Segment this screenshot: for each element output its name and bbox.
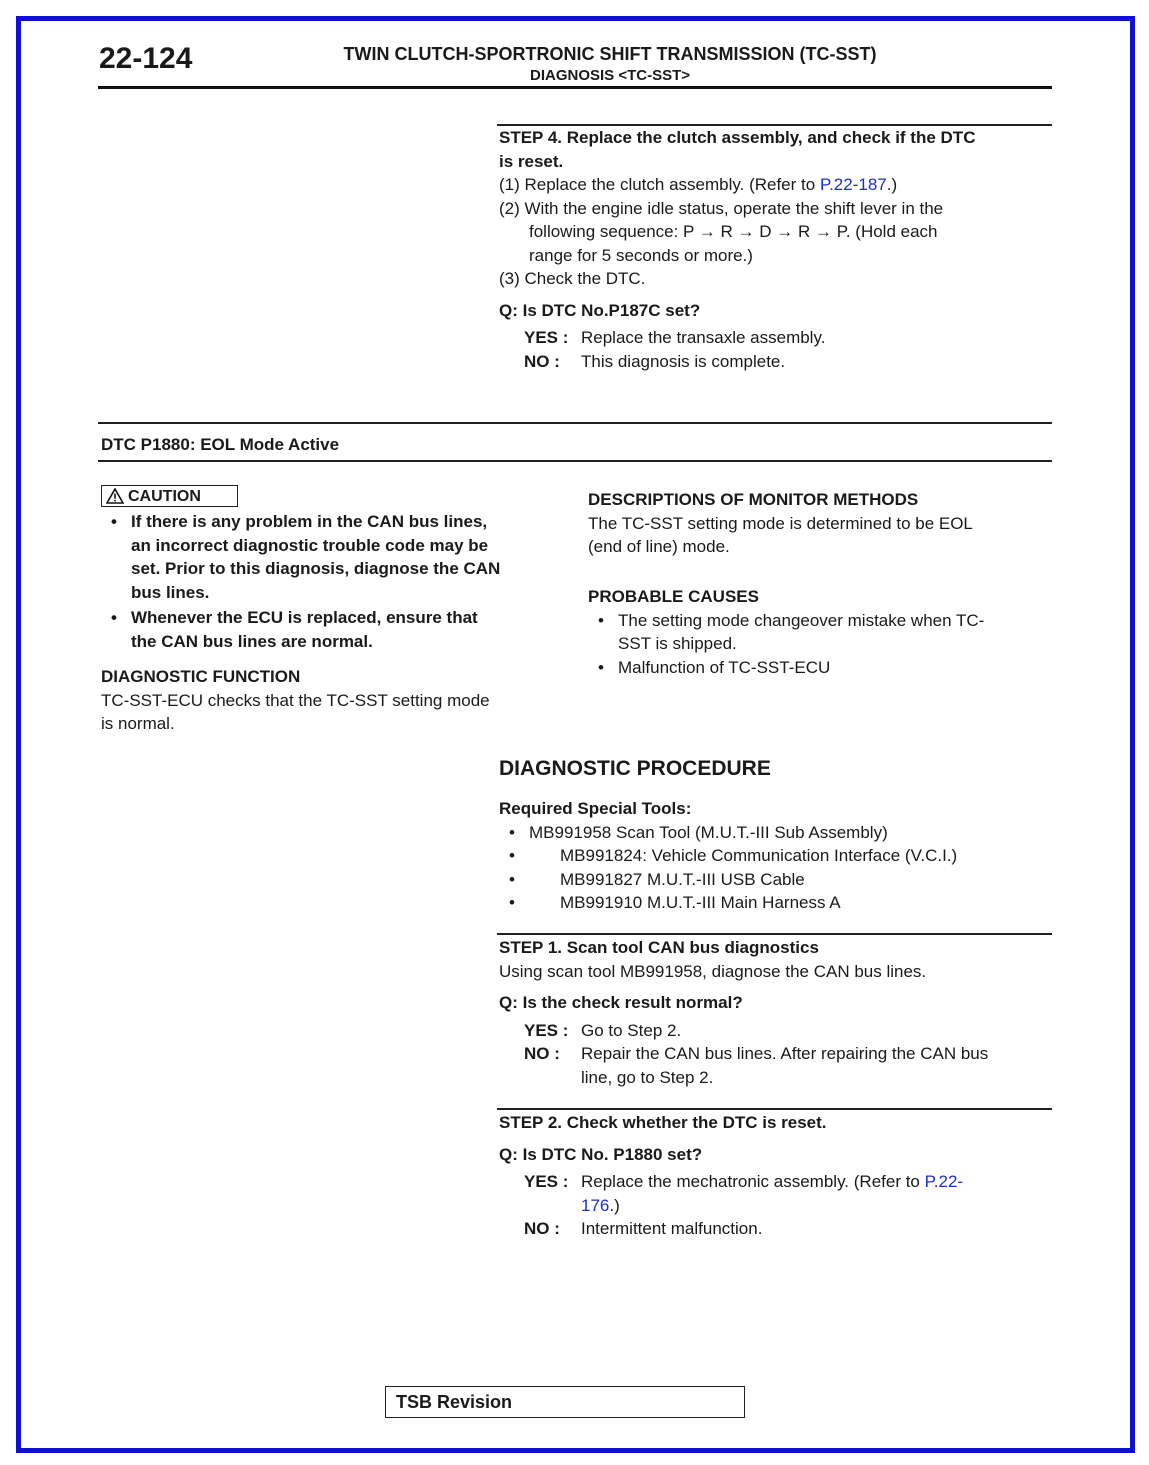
diagnostic-function-line1: TC-SST-ECU checks that the TC-SST setting mode bbox=[101, 690, 490, 710]
caution-bullet-1-line4: bus lines. bbox=[131, 582, 210, 602]
step1-no-text-line2: line, go to Step 2. bbox=[581, 1067, 714, 1087]
step4-item2-line1: (2) With the engine idle status, operate the shift lever in the bbox=[499, 198, 944, 218]
monitor-methods-line2: (end of line) mode. bbox=[588, 537, 730, 556]
page-subtitle: DIAGNOSIS <TC-SST> bbox=[529, 67, 691, 84]
tsb-revision-box: TSB Revision bbox=[385, 1386, 745, 1418]
step4-yes-text: Replace the transaxle assembly. bbox=[581, 328, 826, 347]
step4-heading-line1: STEP 4. Replace the clutch assembly, and check if the DTC bbox=[499, 128, 976, 147]
dtc-rule-bottom bbox=[98, 460, 1052, 462]
step4-item1-link[interactable]: P.22-187 bbox=[819, 175, 887, 194]
step1-no bbox=[499, 1042, 1059, 1089]
step2-yes-link-part2[interactable]: 176 bbox=[581, 1195, 610, 1215]
step1-yes-text: Go to Step 2. bbox=[581, 1020, 682, 1040]
step4-section bbox=[499, 126, 1059, 373]
probable-causes-bullet-1-line1: • The setting mode changeover mistake when TC- bbox=[618, 610, 985, 630]
step2-no bbox=[499, 1217, 1059, 1241]
step1-no-text-line1: Repair the CAN bus lines. After repairing the CAN bus bbox=[581, 1044, 989, 1063]
step2-yes bbox=[499, 1170, 1059, 1217]
caution-bullet-2 bbox=[101, 606, 571, 653]
step2-rule bbox=[497, 1108, 1052, 1110]
page-title: TWIN CLUTCH-SPORTRONIC SHIFT TRANSMISSION (TC-SST) bbox=[343, 44, 877, 64]
special-tools bbox=[499, 797, 1059, 915]
step4-item1-text: (1) Replace the clutch assembly. (Refer to bbox=[499, 175, 820, 194]
special-tools-heading: Required Special Tools: bbox=[499, 799, 692, 818]
step4-no-label: NO : bbox=[524, 351, 560, 371]
warning-triangle-icon bbox=[106, 488, 124, 504]
caution-bullets bbox=[101, 510, 571, 653]
step1-rule bbox=[497, 933, 1052, 935]
step4-heading-line2: is reset. bbox=[499, 151, 564, 171]
probable-causes-bullet-1-line2: SST is shipped. bbox=[618, 634, 737, 653]
probable-causes-heading: PROBABLE CAUSES bbox=[588, 587, 759, 606]
monitor-methods-heading: DESCRIPTIONS OF MONITOR METHODS bbox=[588, 490, 919, 509]
caution-bullet-1 bbox=[101, 510, 571, 604]
tool-1a: • MB991824: Vehicle Communication Interface (V.C.I.) bbox=[499, 844, 1059, 868]
step4-question: Q: Is DTC No.P187C set? bbox=[499, 300, 701, 320]
step2-question: Q: Is DTC No. P1880 set? bbox=[499, 1144, 703, 1164]
caution-bullet-2-line1: • Whenever the ECU is replaced, ensure that bbox=[131, 608, 478, 627]
caution-bullet-1-line2: an incorrect diagnostic trouble code may be bbox=[131, 535, 489, 555]
step2-no-text: Intermittent malfunction. bbox=[581, 1219, 763, 1238]
step4-yes-label: YES : bbox=[524, 328, 569, 347]
step1-section bbox=[499, 936, 1059, 1089]
tool-1: • MB991958 Scan Tool (M.U.T.-III Sub Assembly) bbox=[499, 821, 1059, 845]
procedure-heading: DIAGNOSTIC PROCEDURE bbox=[499, 757, 771, 780]
step4-item3: (3) Check the DTC. bbox=[499, 269, 646, 288]
step1-yes-label: YES : bbox=[524, 1020, 569, 1040]
step1-text: Using scan tool MB991958, diagnose the CAN bus lines. bbox=[499, 961, 927, 981]
probable-causes bbox=[588, 585, 1058, 679]
page-number: 22-124 bbox=[99, 42, 193, 75]
diagnostic-function bbox=[101, 665, 571, 736]
step4-item2-line3: range for 5 seconds or more.) bbox=[529, 245, 753, 265]
step2-heading: STEP 2. Check whether the DTC is reset. bbox=[499, 1113, 827, 1132]
caution-label: CAUTION bbox=[128, 488, 201, 505]
tool-1b: • MB991827 M.U.T.-III USB Cable bbox=[499, 868, 1059, 892]
dtc-rule-top bbox=[98, 422, 1052, 424]
step2-section bbox=[499, 1111, 1059, 1241]
header-rule bbox=[98, 86, 1052, 89]
step2-no-label: NO : bbox=[524, 1219, 560, 1238]
step4-yes bbox=[499, 326, 1059, 350]
caution-bullet-2-line2: the CAN bus lines are normal. bbox=[131, 631, 373, 651]
caution-bullet-1-line1: • If there is any problem in the CAN bus lines, bbox=[131, 512, 488, 531]
step2-yes-label: YES : bbox=[524, 1172, 569, 1191]
step4-item1 bbox=[499, 173, 1059, 197]
step4-item2-line2: following sequence: P → R → D → R → P. (Hold each bbox=[529, 222, 938, 241]
dtc-title: DTC P1880: EOL Mode Active bbox=[101, 435, 340, 454]
step4-no bbox=[499, 350, 1059, 374]
caution-box bbox=[101, 485, 238, 507]
step4-item1-end: .) bbox=[886, 175, 898, 194]
step4-no-text: This diagnosis is complete. bbox=[581, 351, 786, 371]
monitor-methods-line1: The TC-SST setting mode is determined to be EOL bbox=[588, 513, 973, 533]
probable-causes-bullet-1 bbox=[588, 609, 1058, 656]
tool-1c: • MB991910 M.U.T.-III Main Harness A bbox=[499, 891, 1059, 915]
step2-yes-link-part1[interactable]: P.22- bbox=[924, 1172, 964, 1191]
step1-question: Q: Is the check result normal? bbox=[499, 993, 743, 1012]
diagnostic-function-heading: DIAGNOSTIC FUNCTION bbox=[101, 667, 301, 686]
step2-yes-end: .) bbox=[609, 1195, 620, 1215]
caution-bullet-1-line3: set. Prior to this diagnosis, diagnose the CAN bbox=[131, 559, 501, 578]
monitor-methods bbox=[588, 488, 1058, 559]
step1-heading: STEP 1. Scan tool CAN bus diagnostics bbox=[499, 938, 819, 957]
diagnostic-function-line2: is normal. bbox=[101, 714, 175, 733]
step1-yes bbox=[499, 1019, 1059, 1043]
step1-no-label: NO : bbox=[524, 1044, 560, 1063]
probable-causes-bullet-2: • Malfunction of TC-SST-ECU bbox=[588, 656, 1058, 680]
step2-yes-text: Replace the mechatronic assembly. (Refer to bbox=[581, 1172, 925, 1191]
